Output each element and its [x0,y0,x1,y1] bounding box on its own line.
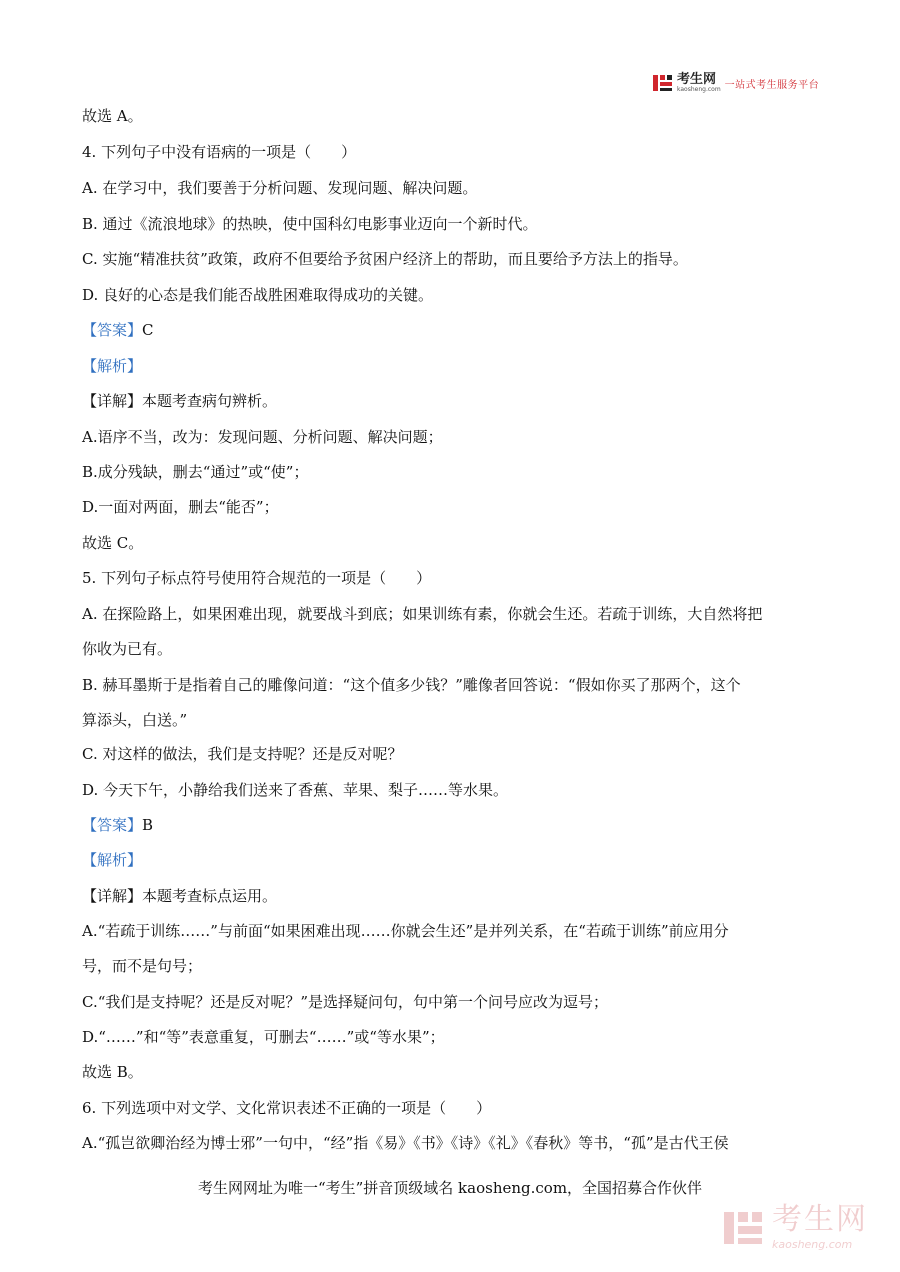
header-logo [652,70,819,96]
analysis-tag: 【解析】 [82,357,143,375]
text-line: 故选 A。 [82,107,143,125]
kaosheng-logo-icon [652,72,674,94]
text-line: D.一面对两面，删去“能否”； [82,498,279,516]
kaosheng-watermark-icon [722,1206,766,1250]
question-4-option-b: B. 通过《流浪地球》的热映，使中国科幻电影事业迈向一个新时代。 [82,215,538,233]
logo-name: 考生网 [677,72,717,87]
logo-slogan: 一站式考生服务平台 [724,79,820,91]
analysis-tag: 【解析】 [82,851,143,869]
question-6-stem: 6. 下列选项中对文学、文化常识表述不正确的一项是（ ） [82,1099,492,1117]
question-5-option-b: B. 赫耳墨斯于是指着自己的雕像问道：“这个值多少钱？”雕像者回答说：“假如你买了那两个，这个 [82,676,741,694]
watermark [722,1196,882,1260]
text-line: 你收为已有。 [82,640,173,658]
text-line: A.“若疏于训练……”与前面“如果困难出现……你就会生还”是并列关系，在“若疏于训练”前应用分 [82,922,729,940]
detail-line: 【详解】本题考查病句辨析。 [82,392,278,410]
answer-value: C [142,321,154,339]
text-line: 故选 C。 [82,534,144,552]
text-line: 故选 B。 [82,1063,143,1081]
logo-domain: kaosheng.com [677,86,721,93]
question-6-option-a: A.“孤岂欲卿治经为博士邪”一句中，“经”指《易》《书》《诗》《礼》《春秋》等书，“孤”是古代王侯 [82,1134,729,1152]
question-5-option-c: C. 对这样的做法，我们是支持呢？还是反对呢？ [82,745,403,763]
detail-line: 【详解】本题考查标点运用。 [82,887,278,905]
watermark-name: 考生网 [772,1202,868,1237]
question-4-option-d: D. 良好的心态是我们能否战胜困难取得成功的关键。 [82,286,434,304]
question-5-option-d: D. 今天下午，小静给我们送来了香蕉、苹果、梨子……等水果。 [82,781,509,799]
question-5-stem: 5. 下列句子标点符号使用符合规范的一项是（ ） [82,569,432,587]
text-line: C.“我们是支持呢？还是反对呢？”是选择疑问句，句中第一个问号应改为逗号； [82,993,609,1011]
question-4-stem: 4. 下列句子中没有语病的一项是（ ） [82,143,357,161]
question-4-option-c: C. 实施“精准扶贫”政策，政府不但要给予贫困户经济上的帮助，而且要给予方法上的指导。 [82,250,688,268]
watermark-domain: kaosheng.com [772,1238,853,1251]
answer-value: B [142,816,154,834]
text-line: 号，而不是句号； [82,957,203,975]
text-line: 算添头，白送。” [82,711,188,729]
answer-line [82,320,154,340]
text-line: D.“……”和“等”表意重复，可删去“……”或“等水果”； [82,1028,445,1046]
text-line: B.成分残缺，删去“通过”或“使”； [82,463,309,481]
answer-tag: 【答案】 [82,321,143,339]
answer-line [82,815,153,835]
question-4-option-a: A. 在学习中，我们要善于分析问题、发现问题、解决问题。 [82,179,478,197]
footer-text: 考生网网址为唯一“考生”拼音顶级域名 kaosheng.com，全国招募合作伙伴 [197,1179,703,1197]
answer-tag: 【答案】 [82,816,143,834]
question-5-option-a: A. 在探险路上，如果困难出现，就要战斗到底；如果训练有素，你就会生还。若疏于训练，大自然将把 [82,605,763,623]
text-line: A.语序不当，改为：发现问题、分析问题、解决问题； [82,428,443,446]
